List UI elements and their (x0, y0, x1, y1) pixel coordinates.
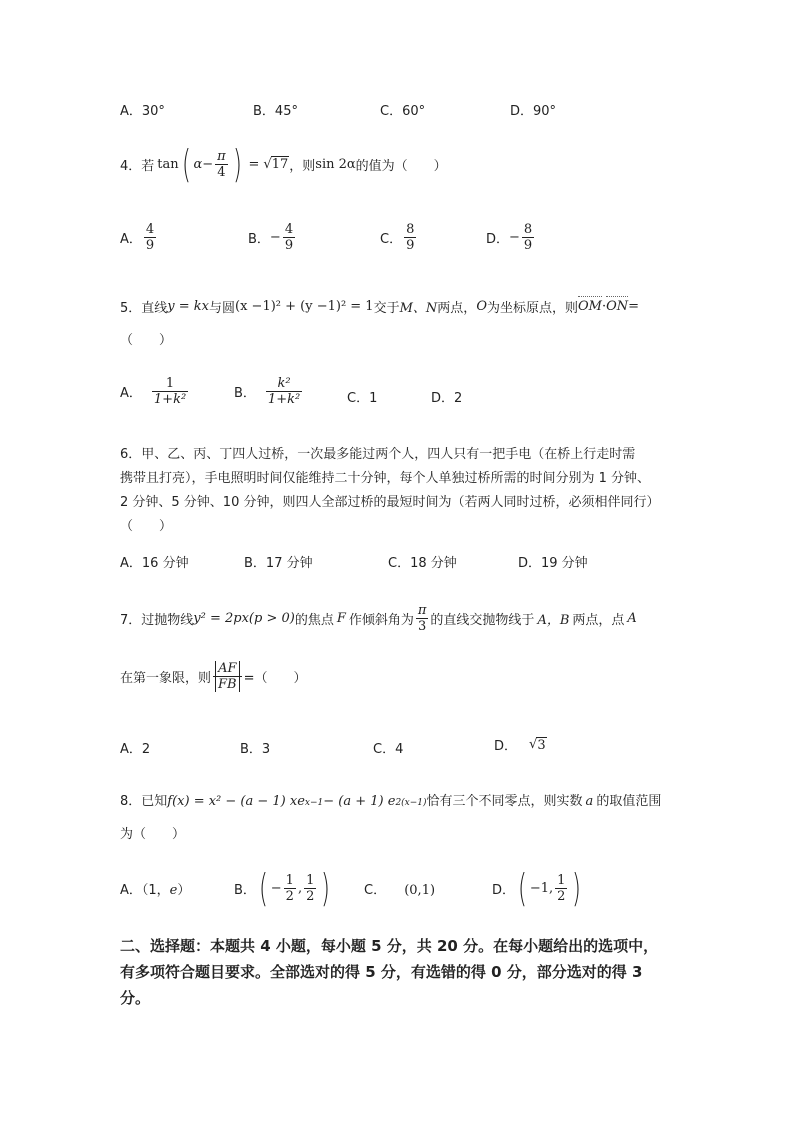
q6-line-4: （ ） (120, 519, 173, 534)
q4-option-b-sign: − (269, 230, 281, 245)
q8-option-d (492, 866, 584, 910)
q4-option-b-label: B． (248, 232, 270, 247)
q8-exp1: x−1 (304, 798, 324, 808)
q5-origin: 为坐标原点，则 (486, 301, 578, 316)
q7-a: A (627, 610, 637, 626)
q5-circle-eq: (x −1)² + (y −1)² = 1 (235, 299, 374, 314)
q8-option-c-label: C． (364, 883, 387, 898)
q8-option-c-value: (0,1) (404, 883, 436, 898)
q8-option-b-den1: 2 (285, 888, 294, 904)
q7-line2-start: 在第一象限，则 (120, 670, 212, 686)
q4-stem (120, 142, 447, 186)
q5-intersect: 交于 (373, 301, 400, 316)
q5-stem (120, 297, 639, 316)
q7-eq-paren: =（ ） (243, 670, 307, 686)
q4-option-b-num: 4 (284, 222, 294, 237)
q6-line-2: 携带且打亮），手电照明时间仅能维持二十分钟，每个人单独过桥所需的时间分别为 1 分钟、 (120, 471, 651, 486)
q8-rest2: 的取值范围 (596, 794, 662, 809)
q7-line-rest: 的直线交抛物线于 (430, 612, 535, 628)
section2-line-1: 二、选择题：本题共 4 小题，每小题 5 分，共 20 分。在每小题给出的选项中， (120, 937, 659, 955)
q5-paren: （ ） (120, 333, 173, 348)
q4-sqrt-sign: √ (263, 156, 272, 172)
q5-line-eq: y = kx (167, 299, 209, 314)
q5-option-a-den: 1+k² (153, 392, 187, 407)
q4-option-b-frac (283, 222, 295, 253)
q8-option-a-e: e (169, 883, 178, 898)
q4-alpha-minus: α− (193, 156, 214, 172)
q8-option-b-num2: 1 (306, 872, 315, 888)
q8-option-d-paren-left: ( (517, 866, 527, 910)
q4-option-c-num: 8 (406, 222, 415, 237)
q5-mid: 与圆 (209, 301, 236, 316)
q8-option-b-frac1 (284, 873, 296, 904)
q8-option-a (120, 879, 190, 898)
q3-option-d: D．90° (510, 104, 557, 119)
q3-option-b: B．45° (253, 104, 298, 119)
q5-option-d: D．2 (431, 391, 463, 406)
q6-line-3: 2 分钟、5 分钟、10 分钟，则四人全部过桥的最短时间为（若两人同时过桥，必须相伴同行） (120, 495, 660, 510)
q7-ratio-den (213, 677, 242, 692)
q6-option-c: C．18 分钟 (388, 556, 457, 571)
q4-pi: π (217, 148, 226, 164)
q4-option-a-num: 4 (145, 222, 155, 237)
q5-option-b-den: 1+k² (267, 392, 301, 407)
q4-tail: 的值为（ ） (355, 158, 447, 174)
q8-option-b-paren-right: ) (321, 866, 331, 910)
q8-number: 8．已知 (120, 794, 168, 809)
q8-option-d-first: −1, (529, 880, 554, 896)
q8-option-d-num: 1 (557, 872, 566, 888)
q7-stem (120, 598, 637, 638)
q7-pi: π (417, 602, 427, 618)
q8-option-b-label: B． (234, 882, 256, 898)
q7-option-b: B．3 (240, 742, 271, 757)
q7-option-c: C．4 (373, 742, 404, 757)
q7-incline: 作倾斜角为 (348, 612, 414, 628)
q5-equals: = (628, 299, 640, 314)
q8-option-b-num1: 1 (285, 872, 294, 888)
q8-option-b-sign: − (270, 880, 282, 896)
q8-rest: 恰有三个不同零点，则实数 (426, 794, 583, 809)
q8-option-d-frac (555, 873, 567, 904)
q8-exp2: 2(x−1) (395, 798, 427, 808)
q5-option-b-frac (266, 376, 302, 407)
q5-dot: · (601, 299, 607, 314)
q5-option-a-num: 1 (152, 376, 188, 392)
q7-focus: 的焦点 (294, 612, 334, 628)
q4-number: 4．若 (120, 158, 155, 174)
q4-option-c (380, 222, 418, 253)
q4-option-a-den: 9 (145, 238, 155, 253)
q5-option-a (120, 376, 190, 407)
q5-mn: M、N (399, 301, 438, 316)
q4-sin2a: sin 2α (315, 156, 356, 172)
q4-option-a (120, 222, 158, 253)
q4-equals: = (248, 156, 260, 172)
q8-stem (120, 790, 661, 809)
q7-fb: FB (215, 677, 240, 692)
q7-option-d-value: 3 (537, 737, 546, 753)
q4-tan: tan (157, 156, 179, 172)
q5-om-vector: OM (578, 299, 602, 314)
q5-number: 5．直线 (120, 301, 168, 316)
q8-option-d-den: 2 (557, 888, 566, 904)
q7-pi-over-3 (416, 603, 429, 634)
q8-a: a (585, 794, 594, 809)
q8-option-b-comma: , (297, 880, 303, 896)
q4-option-d-den: 9 (523, 238, 533, 253)
q4-option-c-frac (404, 222, 416, 253)
q5-option-b-num: k² (266, 376, 302, 392)
q7-number: 7．过抛物线 (120, 612, 194, 628)
q8-option-a-end: ） (177, 883, 191, 898)
q4-option-b-den: 9 (284, 238, 294, 253)
q7-f: F (336, 610, 346, 626)
q4-pi-over-4 (215, 149, 228, 180)
q4-option-d-sign: − (509, 230, 520, 245)
q8-func2: − (a + 1) e (323, 794, 396, 809)
q8-option-c (364, 879, 435, 898)
q7-option-d-sqrt-sign: √ (529, 737, 538, 752)
q5-option-b (234, 376, 304, 407)
q5-option-b-label: B． (234, 386, 256, 401)
q5-option-a-label: A． (120, 386, 142, 401)
q8-option-b-paren-left: ( (258, 866, 268, 910)
q8-option-b (234, 866, 333, 910)
q5-o: O (476, 299, 487, 314)
q7-option-d-label: D． (494, 739, 518, 754)
q4-paren-left: ( (181, 142, 191, 186)
q7-parabola: y² = 2px(p > 0) (193, 610, 295, 626)
q5-option-a-frac (152, 376, 188, 407)
q5-two-points: 两点， (437, 301, 477, 316)
q4-option-a-frac (144, 222, 156, 253)
q7-two-points: 两点，点 (572, 612, 625, 628)
q8-func: f(x) = x² − (a − 1) xe (167, 794, 305, 809)
q7-ratio-num (213, 661, 242, 677)
q4-option-d-label: D． (486, 232, 510, 247)
q6-option-b: B．17 分钟 (244, 556, 313, 571)
q4-option-d-frac (522, 222, 534, 253)
q7-ab: A，B (537, 612, 570, 628)
q3-option-a: A．30° (120, 104, 165, 119)
q8-option-d-paren-right: ) (572, 866, 582, 910)
q6-option-d: D．19 分钟 (518, 556, 588, 571)
q4-sqrt-value: 17 (271, 157, 289, 172)
q8-option-a-text: A．（1， (120, 883, 170, 898)
q7-three: 3 (418, 618, 427, 634)
q8-option-b-frac2 (304, 873, 316, 904)
q4-option-c-label: C． (380, 232, 403, 247)
q4-option-a-label: A． (120, 232, 142, 247)
q4-paren-right: ) (232, 142, 242, 186)
q5-option-c: C．1 (347, 391, 378, 406)
q7-line-2 (120, 653, 307, 699)
q4-then: ，则 (289, 158, 316, 174)
q4-option-d (486, 222, 536, 253)
q3-option-c: C．60° (380, 104, 426, 119)
q7-af: AF (215, 661, 239, 676)
q5-on-vector: ON (606, 299, 629, 314)
q7-option-a: A．2 (120, 742, 151, 757)
q7-option-d (494, 735, 547, 754)
q4-option-c-den: 9 (406, 238, 415, 253)
q4-four: 4 (217, 164, 226, 180)
q8-option-d-label: D． (492, 882, 516, 898)
q4-option-b (248, 222, 297, 253)
q8-line-2: 为（ ） (120, 827, 186, 842)
section2-line-2: 有多项符合题目要求。全部选对的得 5 分，有选错的得 0 分，部分选对的得 3 (120, 963, 643, 981)
q6-line-1: 6．甲、乙、丙、丁四人过桥，一次最多能过两个人，四人只有一把手电（在桥上行走时需 (120, 447, 636, 462)
q8-option-b-den2: 2 (306, 888, 315, 904)
section2-line-3: 分。 (120, 989, 151, 1007)
q6-option-a: A．16 分钟 (120, 556, 189, 571)
q7-ratio (213, 661, 242, 692)
q4-option-d-num: 8 (523, 222, 533, 237)
